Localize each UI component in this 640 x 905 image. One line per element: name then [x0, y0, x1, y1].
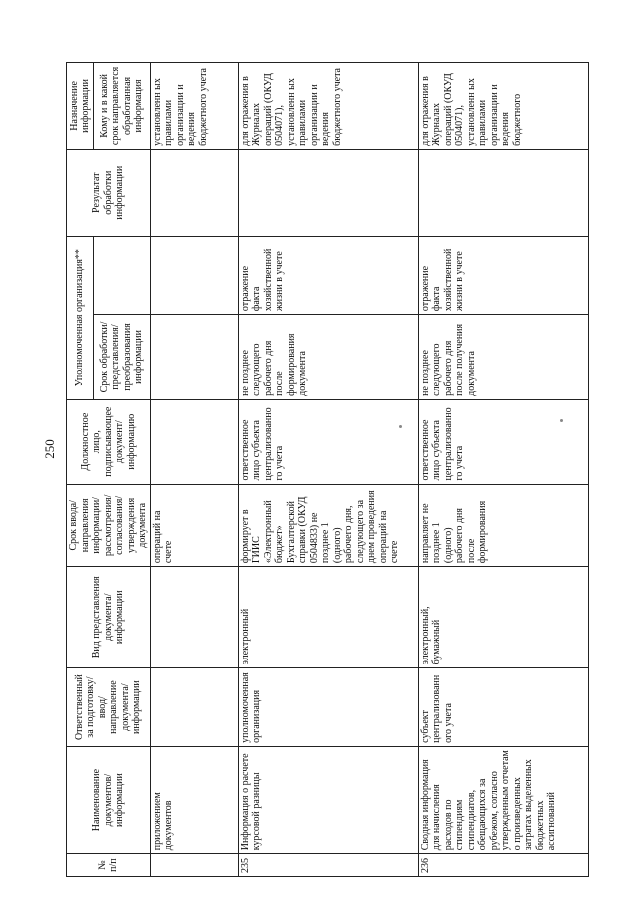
cell-recipient: для отражения в Журналах операций (ОКУД 0504071), установленн ых правилами организации и ведения бюджетного учета: [238, 63, 418, 150]
table-header-row: [67, 63, 94, 877]
cell-signer: [150, 399, 238, 484]
cell-num: 235: [238, 854, 418, 877]
scan-speck: [399, 425, 402, 428]
table-row: [238, 63, 418, 877]
cell-recipient: для отражения в Журналах операций (ОКУД 0504071), установленн ых правилами организации и ведения бюджетного: [418, 63, 588, 150]
cell-processing-result: [150, 236, 238, 315]
cell-form: [150, 567, 238, 668]
header-input-deadline: Срок ввода/ направления информации/ рассмотрения/ согласования/ утверждения документа: [67, 484, 151, 567]
document-table: [66, 62, 589, 877]
cell-empty: [150, 149, 238, 236]
header-purpose: Назначение информации: [67, 63, 94, 150]
cell-empty: [418, 149, 588, 236]
header-responsible: Ответственный за подготовку/ ввод/ направление документа/ информации: [67, 668, 151, 747]
cell-responsible: уполномоченная организация: [238, 668, 418, 747]
cell-responsible: [150, 668, 238, 747]
cell-num: [150, 854, 238, 877]
cell-empty: [238, 149, 418, 236]
cell-signer: ответственное лицо субъекта централизованно го учета: [238, 399, 418, 484]
header-num: № п/п: [67, 854, 151, 877]
header-org-result: [94, 236, 150, 315]
header-recipient: Кому и в какой срок направляется обработанная информация: [94, 63, 150, 150]
cell-input-deadline: формирует в ГИИС «Электронный бюджет» Бухгалтерской справки (ОКУД 0504833) не позднее 1 (одного) рабочего дня, следующего за днем проведения операций на счете: [238, 484, 418, 567]
cell-processing-result: отражение факта хозяйственной жизни в учете: [238, 236, 418, 315]
table-row: [418, 63, 588, 877]
cell-signer: ответственное лицо субъекта централизованно го учета: [418, 399, 588, 484]
cell-recipient: установленн ых правилами организации и ведения бюджетного учета: [150, 63, 238, 150]
scan-speck: [560, 419, 563, 422]
header-processing-result: Результат обработки информации: [67, 149, 151, 236]
cell-num: 236: [418, 854, 588, 877]
cell-name: приложением документов: [150, 746, 238, 853]
cell-form: электронный: [238, 567, 418, 668]
header-name: Наименование документов/информации: [67, 746, 151, 853]
header-processing-deadline: Срок обработки/ представления/ преобразования информации: [94, 315, 150, 400]
cell-name: Сводная информация для начисления расходов по стипендиям стипендиатов, обещающихся за рубежом, согласно утвержденным отчетам о произведенных затратах выделенных бюджетных ассигнований: [418, 746, 588, 853]
page-number: 250: [42, 439, 57, 459]
header-signer: Должностное лицо, подписывающее документ/ информацию: [67, 399, 151, 484]
cell-input-deadline: операций на счете: [150, 484, 238, 567]
header-authorized-org: Уполномоченная организация**: [67, 236, 94, 399]
cell-processing-result: отражение факта хозяйственной жизни в учете: [418, 236, 588, 315]
cell-input-deadline: направляет не позднее 1 (одного) рабочего дня после формирования: [418, 484, 588, 567]
cell-processing-deadline: не позднее следующего рабочего дня после получения документа: [418, 315, 588, 400]
rotated-table-wrapper: [66, 62, 566, 877]
cell-processing-deadline: не позднее следующего рабочего дня после формирования документа: [238, 315, 418, 400]
cell-form: электронный, бумажный: [418, 567, 588, 668]
cell-responsible: субъект централизованн ого учета: [418, 668, 588, 747]
cell-name: Информация о расчете курсовой разницы: [238, 746, 418, 853]
table-row: [150, 63, 238, 877]
cell-processing-deadline: [150, 315, 238, 400]
header-form: Вид представления документа/ информации: [67, 567, 151, 668]
